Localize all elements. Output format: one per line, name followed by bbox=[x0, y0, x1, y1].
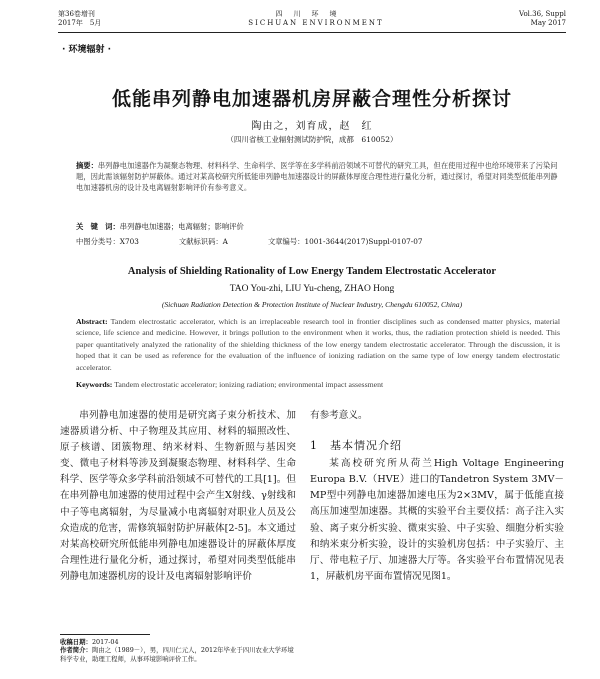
author-bio-label: 作者简介： bbox=[60, 646, 92, 655]
section-heading bbox=[310, 438, 564, 454]
section-title: 基本情况介绍 bbox=[330, 439, 402, 453]
abstract-en bbox=[76, 316, 560, 373]
keywords-en bbox=[76, 380, 560, 389]
affiliation-en: (Sichuan Radiation Detection & Protection Institute of Nuclear Industry, Chengdu 610052, China) bbox=[161, 300, 463, 309]
body-continuation: 有参考意义。 bbox=[310, 410, 368, 421]
author-bio: 陶由之（1989－），男，四川仁元人，2012年毕业于四川农业大学环境科学专业，助理工程师，从事环境影响评价工作。 bbox=[60, 646, 294, 663]
article-number: 文章编号：1001-3644(2017)Suppl-0107-07 bbox=[267, 237, 423, 246]
header-date-en: May 2017 bbox=[530, 19, 566, 27]
paper-title-cn: 低能串列静电加速器机房屏蔽合理性分析探讨 bbox=[111, 88, 512, 110]
body-left-column: 串列静电加速器的使用是研究离子束分析技术、加速器质谱分析、中子物理及其应用、材料的辐照改性、原子核谱、团簇物理、纳米材料、生物新照与基因突变、微电子材料等涉及到凝聚态物理、材料科学、生命科学、医学等众多学科前沿领域不可替代的工具[1]。但在串列静电加速器的使用过程中会产生X射线、γ射线和中子等电离辐射，为尽量减小电离辐射对职业人员及公众造成的危害，需修筑辐射防护屏蔽体[2-5]。本文通过对某高校研究所低能串列静电加速器设计的屏蔽体厚度合理性进行量化分析，通过探讨，希望对同类型低能串列静电加速器机房的设计及电离辐射影响评价 bbox=[60, 410, 296, 582]
abstract-cn-text: 串列静电加速器作为凝聚态物理、材料科学、生命科学、医学等在多学科前沿领域不可替代的研究工具，但在使用过程中也给环境带来了污染问题，因此需该辐射防护屏蔽体。通过对某高校研究所低能串列静电加速器设计的屏蔽体厚度合理性进行量化分析，通过探讨，希望对同类型低能串列静电加速器机房的设计及电离辐射影响评价有参考意义。 bbox=[76, 161, 558, 192]
header-volume-en: Vol.36, Suppl bbox=[519, 10, 566, 18]
running-header bbox=[58, 10, 566, 28]
keywords-cn-text: 串列静电加速器；电离辐射；影响评价 bbox=[119, 222, 244, 231]
received-label: 收稿日期： bbox=[60, 638, 92, 646]
footnote-rule bbox=[60, 634, 150, 635]
keywords-en-label: Keywords: bbox=[76, 380, 113, 389]
abstract-cn-label: 摘要： bbox=[76, 161, 98, 170]
abstract-en-text: Tandem electrostatic accelerator, which is an irreplaceable research tool in frontier disciplines such as condensed matter physics, material science, life science and medicine. However, it brings pollution to the environment when it works, thus, the radiation protection shield is needed. This paper quantitatively analyzed the rationality of the shielding thickness of the low energy tandem electrostatic accelerator. Through the discussion, it is hoped that it can be used as reference for the evaluation of the influence of ionizing radiation on the same type of low energy tandem electrostatic accelerator. bbox=[76, 317, 560, 372]
header-journal-cn: 四 川 环 境 bbox=[275, 10, 339, 18]
section-number: 1 bbox=[310, 439, 318, 453]
document-code: 文献标识码：A bbox=[178, 237, 228, 246]
keywords-cn-label: 关 键 词： bbox=[76, 222, 120, 231]
classification-row bbox=[76, 237, 560, 247]
affiliation-cn: （四川省核工业辐射测试防护院，成都 610052） bbox=[226, 135, 398, 144]
header-volume-cn: 第36卷增刊 bbox=[58, 10, 95, 18]
header-journal-en: SICHUAN ENVIRONMENT bbox=[248, 19, 384, 27]
abstract-en-label: Abstract: bbox=[76, 317, 108, 326]
body-right-column bbox=[310, 408, 564, 585]
abstract-cn bbox=[76, 160, 560, 193]
keywords-en-text: Tandem electrostatic accelerator; ionizing radiation; environmental impact assessment bbox=[114, 380, 384, 389]
keywords-cn bbox=[76, 222, 560, 232]
received-date: 2017-04 bbox=[91, 638, 119, 646]
clc-number: 中图分类号：X703 bbox=[76, 237, 139, 246]
header-rule bbox=[58, 32, 566, 33]
footnote bbox=[60, 638, 300, 663]
body-paragraph: 某高校研究所从荷兰High Voltage Engineering Europa B.V.（HVE）进口的Tandetron System 3MV－MP型中列静电加速器加速电压为2×3MV，属于低能直接高压加速型加速器。其概的实验平台主要仪括：高子注入实验、离子束分析实验、微束实验、中子实验、细胞分析实验和纳米束分析实验，设计的实验机房包括：中子实验厅、主厅、带电粒子厅、加速器大厅等。各实验平台布置情况见表1，屏蔽机房平面布置情况见图1。 bbox=[310, 458, 564, 582]
section-label: · 环境辐射 · bbox=[62, 45, 112, 55]
header-date-cn: 2017年 5月 bbox=[58, 19, 102, 27]
paper-title-en: Analysis of Shielding Rationality of Low Energy Tandem Electrostatic Accelerator bbox=[127, 266, 497, 277]
authors-en: TAO You-zhi, LIU Yu-cheng, ZHAO Hong bbox=[229, 284, 395, 294]
authors-cn: 陶由之，刘育成，赵 红 bbox=[251, 121, 373, 132]
